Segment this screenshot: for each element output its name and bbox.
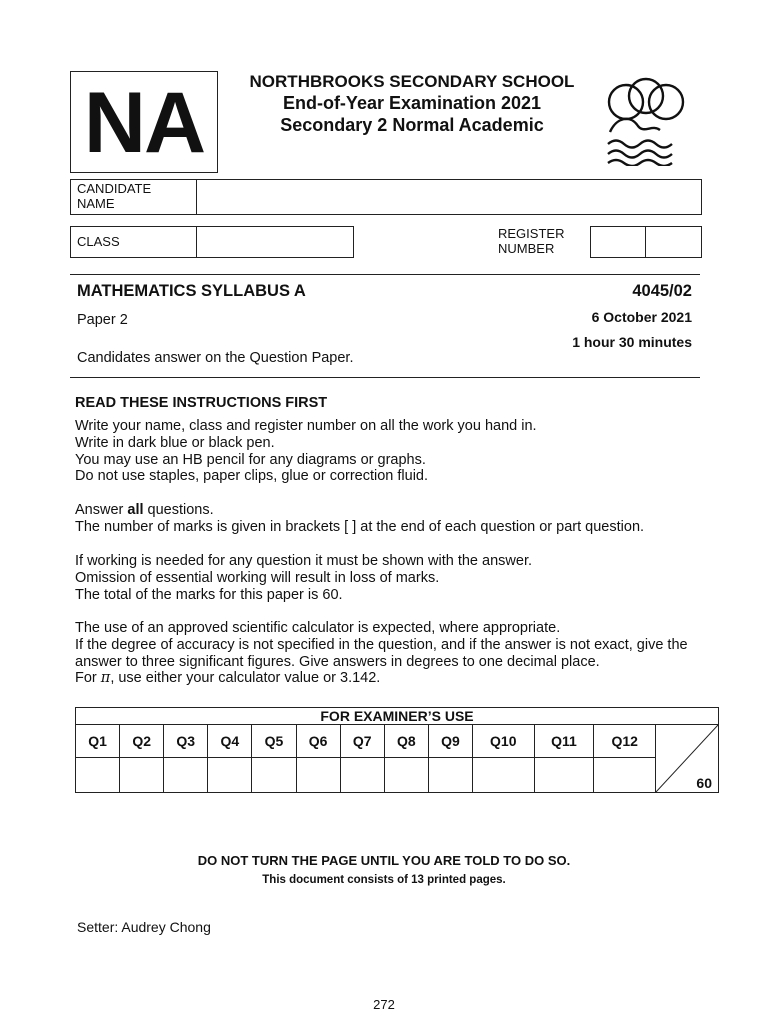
total-marks: 60 [696, 775, 712, 791]
answer-bold: all [127, 502, 144, 518]
question-header: Q2 [120, 725, 164, 758]
question-header: Q7 [340, 725, 384, 758]
instructions-block-4 [75, 620, 725, 687]
register-number-label: REGISTER NUMBER [498, 226, 565, 256]
do-not-turn-warning: DO NOT TURN THE PAGE UNTIL YOU ARE TOLD TO DO SO. [197, 853, 571, 868]
school-name: NORTHBROOKS SECONDARY SCHOOL [249, 72, 575, 91]
instruction-line: You may use an HB pencil for any diagrams or graphs. [75, 451, 426, 468]
mark-cell[interactable] [76, 758, 120, 793]
total-marks-line: The total of the marks for this paper is 60. [75, 586, 343, 603]
school-crest-icon [604, 74, 692, 166]
mark-cell[interactable] [252, 758, 296, 793]
examiner-table-title: FOR EXAMINER’S USE [76, 708, 719, 725]
instructions-block-1 [75, 418, 725, 485]
mark-cell[interactable] [428, 758, 472, 793]
na-logo-box [70, 71, 218, 173]
mark-cell[interactable] [472, 758, 534, 793]
instruction-line: Do not use staples, paper clips, glue or correction fluid. [75, 468, 429, 485]
register-number-field[interactable] [590, 226, 702, 258]
setter-name: Setter: Audrey Chong [77, 919, 211, 935]
answer-note: Candidates answer on the Question Paper. [77, 350, 354, 366]
answer-post: questions. [143, 502, 214, 518]
question-header: Q12 [594, 725, 656, 758]
mark-cell[interactable] [534, 758, 594, 793]
question-header: Q8 [384, 725, 428, 758]
paper-code: 4045/02 [632, 282, 692, 300]
instructions-block-2 [75, 502, 725, 536]
pi-line [75, 670, 725, 687]
instruction-line: Write your name, class and register number on all the work you hand in. [75, 418, 537, 434]
class-label: CLASS [77, 234, 120, 249]
page-count-note: This document consists of 13 printed pages. [262, 874, 506, 886]
exam-date: 6 October 2021 [591, 309, 692, 325]
na-letters: NA [83, 75, 205, 171]
instructions-block-3 [75, 553, 725, 603]
pi-pre: For [75, 670, 101, 687]
examiner-table [75, 707, 719, 793]
calculator-line: The use of an approved scientific calculator is expected, where appropriate. [75, 620, 561, 636]
accuracy-line: If the degree of accuracy is not specified in the question, and if the answer is not exact, give the answer to three significant figures. Give answers in degrees to one decimal place. [75, 636, 688, 670]
question-header: Q3 [164, 725, 208, 758]
mark-cell[interactable] [384, 758, 428, 793]
level-title: Secondary 2 Normal Academic [280, 115, 544, 135]
working-line: Omission of essential working will result in loss of marks. [75, 569, 440, 586]
question-header: Q4 [208, 725, 252, 758]
pi-post: , use either your calculator value or 3.142. [110, 670, 381, 687]
answer-all-line [75, 502, 725, 519]
question-header: Q6 [296, 725, 340, 758]
instructions-heading: READ THESE INSTRUCTIONS FIRST [75, 395, 328, 411]
pi-symbol: π [100, 670, 111, 687]
class-field[interactable] [197, 227, 352, 257]
marks-note: The number of marks is given in brackets [ ] at the end of each question or part question. [75, 518, 645, 535]
subject-title: MATHEMATICS SYLLABUS A [77, 282, 306, 300]
question-header: Q1 [76, 725, 120, 758]
mark-cell[interactable] [296, 758, 340, 793]
paper-number: Paper 2 [77, 312, 128, 328]
answer-pre: Answer [75, 502, 128, 518]
rule [70, 274, 700, 275]
working-line: If working is needed for any question it must be shown with the answer. [75, 553, 532, 569]
mark-cell[interactable] [594, 758, 656, 793]
mark-cell[interactable] [164, 758, 208, 793]
mark-cell[interactable] [208, 758, 252, 793]
question-header: Q9 [428, 725, 472, 758]
exam-title: End-of-Year Examination 2021 [282, 93, 542, 113]
rule [70, 377, 700, 378]
divider [645, 227, 646, 257]
mark-cell[interactable] [340, 758, 384, 793]
class-row [70, 226, 354, 258]
candidate-name-label: CANDIDATE NAME [77, 181, 152, 211]
total-cell [656, 725, 719, 793]
instruction-line: Write in dark blue or black pen. [75, 434, 275, 451]
candidate-name-row [70, 179, 702, 215]
mark-cell[interactable] [120, 758, 164, 793]
page-number: 272 [373, 997, 395, 1012]
question-header: Q5 [252, 725, 296, 758]
candidate-name-field[interactable] [197, 180, 700, 214]
question-header: Q11 [534, 725, 594, 758]
question-header: Q10 [472, 725, 534, 758]
exam-duration: 1 hour 30 minutes [572, 334, 692, 350]
